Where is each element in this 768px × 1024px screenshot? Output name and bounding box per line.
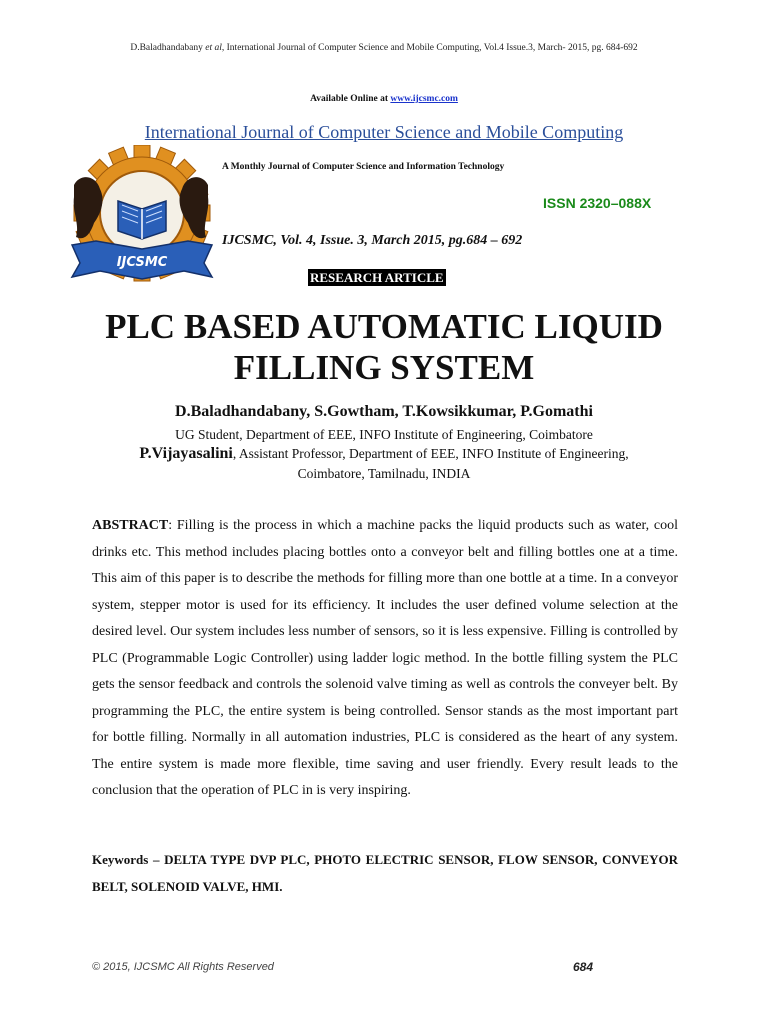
- journal-subtitle: A Monthly Journal of Computer Science and Information Technology: [222, 162, 505, 172]
- author-list: D.Baladhandabany, S.Gowtham, T.Kowsikkumar, P.Gomathi: [175, 403, 593, 420]
- paper-title: PLC BASED AUTOMATIC LIQUID FILLING SYSTEM: [105, 307, 663, 387]
- affiliation-students: UG Student, Department of EEE, INFO Institute of Engineering, Coimbatore: [175, 427, 593, 442]
- issue-citation: IJCSMC, Vol. 4, Issue. 3, March 2015, pg.684 – 692: [222, 233, 523, 248]
- abstract-label: ABSTRACT: [92, 518, 169, 533]
- journal-logo: [66, 145, 216, 290]
- abstract-text: : Filling is the process in which a machine packs the liquid products such as water, cool drinks etc. This method includes placing bottles onto a conveyor belt and filling bottles one at a time. This aim of this paper is to describe the methods for filling more than one bottle at a time. In a conveyor system, stepper motor is used for its efficiency. It includes the user defined volume selection at the desired level. Our system includes less number of sensors, so it is less expensive. Filling is controlled by PLC (Programmable Logic Controller) using ladder logic method. In the bottle filling system the PLC gets the sensor feedback and controls the solenoid valve timing as well as controls the conveyer belt. By programming the PLC, the entire system is being controlled. Sensor stands as the most important part for bottle filling. Normally in all automation industries, PLC is considered as the heart of any system. The entire system is made more flexible, time saving and user friendly. Every result leads to the conclusion that the operation of PLC in is very inspiring.: [92, 518, 678, 798]
- footer-copyright: © 2015, IJCSMC All Rights Reserved: [92, 961, 274, 973]
- abstract: [92, 513, 678, 805]
- issn-label: ISSN 2320–088X: [543, 195, 652, 211]
- page-number: 684: [573, 960, 594, 974]
- keywords: Keywords – DELTA TYPE DVP PLC, PHOTO ELECTRIC SENSOR, FLOW SENSOR, CONVEYOR BELT, SOLENOID VALVE, HMI.: [92, 852, 678, 894]
- journal-name: International Journal of Computer Science and Mobile Computing: [144, 122, 624, 142]
- article-type-badge: RESEARCH ARTICLE: [310, 270, 444, 285]
- available-online: Available Online at www.ijcsmc.com: [310, 94, 458, 104]
- header-citation: D.Baladhandabany et al, International Journal of Computer Science and Mobile Computing, Vol.4 Issue.3, March- 2015, pg. 684-692: [130, 43, 638, 53]
- logo-text: IJCSMC: [116, 255, 168, 270]
- affiliation-professor: P.Vijayasalini, Assistant Professor, Department of EEE, INFO Institute of Engineering, Coimbatore, Tamilnadu, INDIA: [139, 445, 629, 481]
- journal-url-link[interactable]: www.ijcsmc.com: [390, 94, 458, 104]
